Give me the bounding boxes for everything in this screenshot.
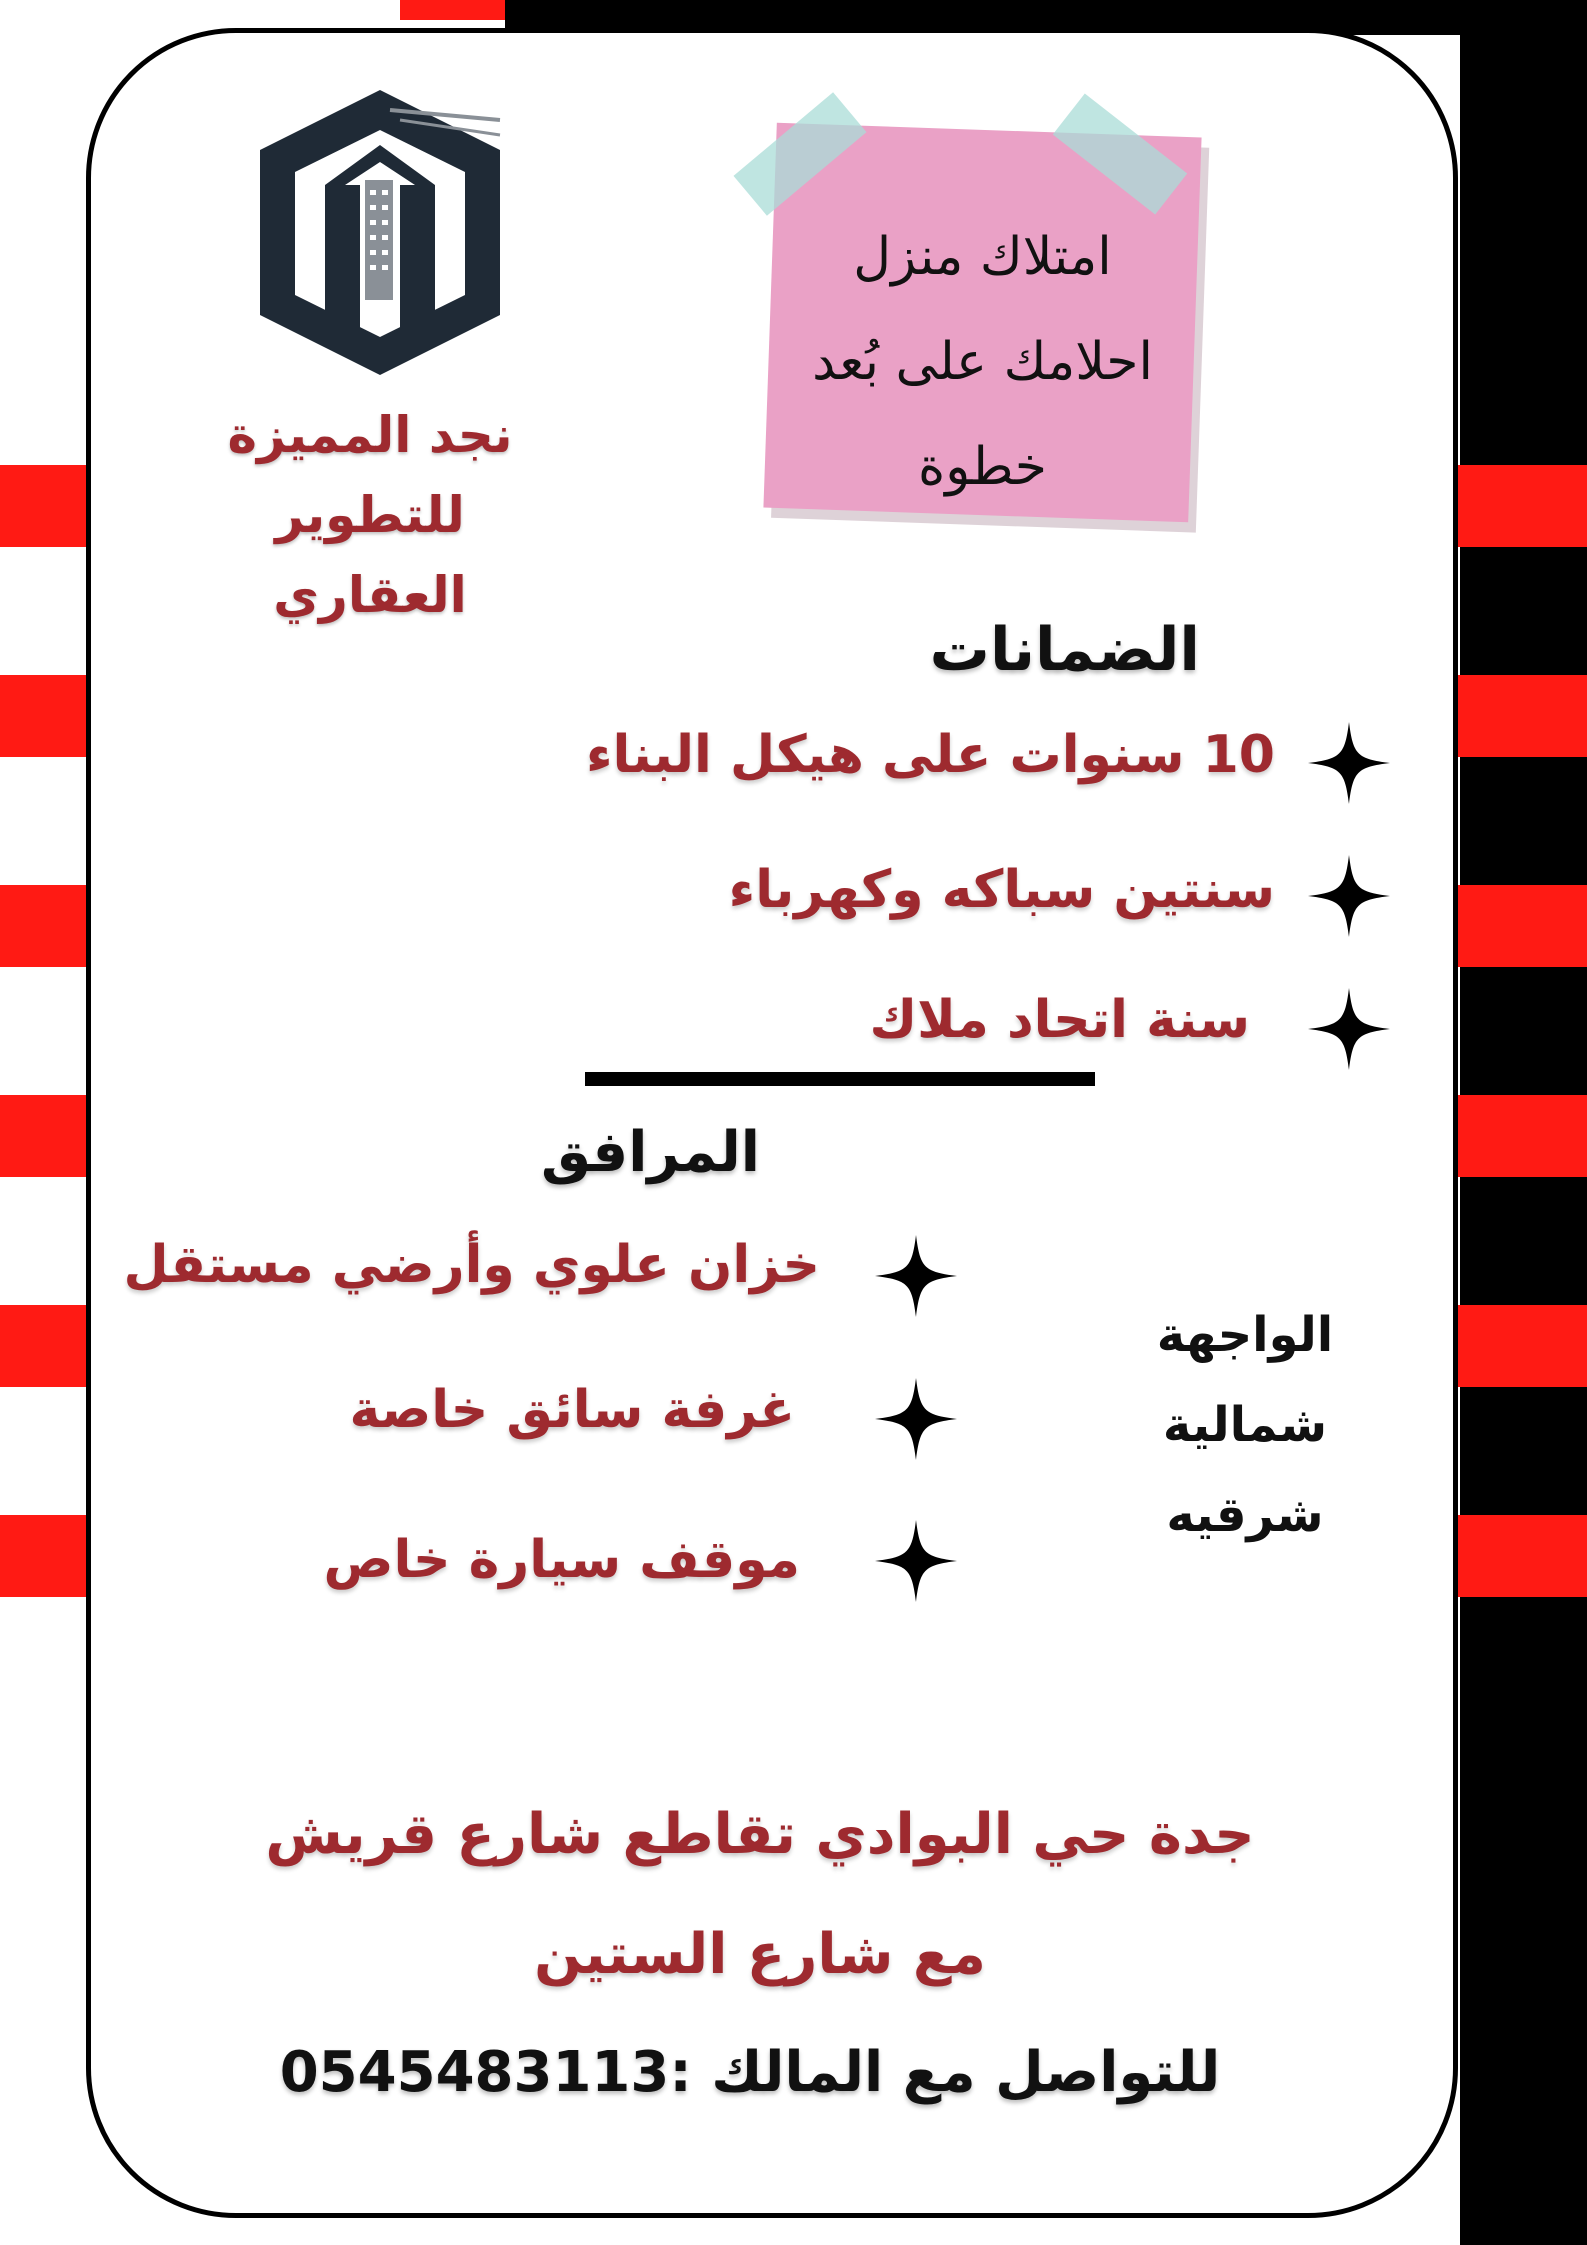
right-red-stripe <box>1440 465 1587 547</box>
address-line2: مع شارع الستين <box>534 1922 986 1987</box>
facade-direction <box>1110 1290 1380 1560</box>
left-red-stripe <box>0 1305 90 1387</box>
company-name-line2: للتطوير العقاري <box>273 486 467 624</box>
left-red-stripe <box>0 675 90 757</box>
facility-item: غرفة سائق خاصة <box>349 1380 795 1440</box>
guarantees-title: الضمانات <box>929 615 1200 685</box>
star-bullet-icon <box>1308 722 1390 804</box>
note-line1: امتلاك منزل <box>853 227 1112 287</box>
star-bullet-icon <box>875 1378 957 1460</box>
right-red-stripe <box>1440 885 1587 967</box>
company-name <box>170 395 570 635</box>
star-bullet-icon <box>1308 988 1390 1070</box>
facade-line3: شرقيه <box>1166 1487 1324 1543</box>
right-red-stripe <box>1440 1305 1587 1387</box>
address-line1: جدة حي البوادي تقاطع شارع قريش <box>265 1802 1255 1867</box>
facade-line1: الواجهة <box>1156 1307 1334 1363</box>
address <box>260 1775 1260 2015</box>
note-line2: احلامك على بُعد <box>812 332 1153 392</box>
left-red-stripe <box>0 885 90 967</box>
right-red-stripe <box>1440 1095 1587 1177</box>
right-red-stripe <box>1440 1515 1587 1597</box>
star-bullet-icon <box>1308 855 1390 937</box>
note-line3: خطوة <box>918 437 1047 497</box>
guarantee-item: 10 سنوات على هيكل البناء <box>585 725 1275 785</box>
contact-line <box>250 2040 1250 2105</box>
star-bullet-icon <box>875 1520 957 1602</box>
guarantee-item: سنتين سباكه وكهرباء <box>728 860 1275 920</box>
guarantee-item: سنة اتحاد ملاك <box>869 990 1250 1050</box>
left-red-stripe <box>0 1095 90 1177</box>
left-red-stripe <box>0 465 90 547</box>
contact-label: للتواصل مع المالك : <box>669 2040 1221 2105</box>
facilities-title: المرافق <box>541 1120 760 1185</box>
left-red-stripe <box>0 1515 90 1597</box>
star-bullet-icon <box>875 1235 957 1317</box>
company-name-line1: نجد المميزة <box>227 406 513 464</box>
facility-item: موقف سيارة خاص <box>323 1530 800 1590</box>
top-red-bar <box>400 0 505 20</box>
note-slogan <box>770 205 1195 520</box>
section-divider <box>585 1072 1095 1086</box>
facade-line2: شمالية <box>1162 1397 1328 1453</box>
facility-item: خزان علوي وأرضي مستقل <box>123 1235 820 1295</box>
building-logo-icon <box>250 90 510 375</box>
phone-number: 0545483113 <box>279 2040 670 2105</box>
right-red-stripe <box>1440 675 1587 757</box>
